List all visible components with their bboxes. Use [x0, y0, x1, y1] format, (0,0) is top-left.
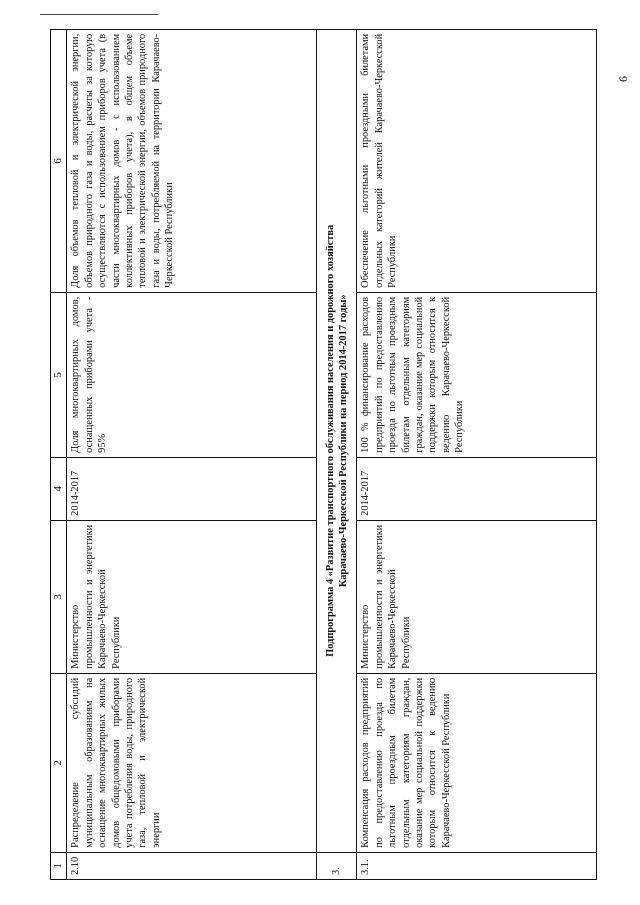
section-row	[317, 29, 357, 879]
section-title	[317, 29, 357, 852]
table-row	[67, 29, 317, 879]
indicator-cell: Обеспечение льготными проездными билетами отдельных категорий жителей Карачаево-Черкесской Республики	[357, 29, 597, 292]
section-title-line-2: Карачаево-Черкесской Республики на период 2014-2017 годы»	[337, 294, 349, 588]
measures-table	[50, 29, 597, 880]
row-number: 3.1.	[357, 852, 597, 879]
header-col-4: 4	[51, 457, 67, 520]
period-cell: 2014-2017	[357, 457, 597, 520]
measure-cell: Распределение субсидий муниципальным образованиям на оснащение многоквартирных жилых домов общедомовыми приборами учета потребления воды, природного газа, тепловой и электрической энергии	[67, 673, 317, 852]
header-col-1: 1	[51, 852, 67, 879]
result-cell: 100 % финансирование расходов предприятий по предоставлению проезда по льготным проездным билетам отдельным категориям граждан, оказание мер социальной поддержки которым относится к ведению Карачаево-Черкесской Республики	[357, 292, 597, 457]
table-header-row	[51, 29, 67, 879]
measure-cell: Компенсация расходов предприятий по предоставлению проезда по льготным проездным билетам отдельным категориям граждан, оказание мер социальной поддержки которым относится к ведению Карачаево-Черкесской Республики	[357, 673, 597, 852]
header-col-3: 3	[51, 520, 67, 673]
indicator-cell: Доля объемов тепловой и электрической энергии, объемов природного газа и воды, расчеты за которую осуществляются с использованием приборов учета (в части многоквартирных домов - с использованием коллективных приборов учета), в общем объеме тепловой и электрической энергии, объемов природного газа и воды, потребляемой на территории Карачаево-Черкесской Республики	[67, 29, 317, 292]
header-col-6: 6	[51, 29, 67, 292]
result-cell: Доля многоквартирных домов, оснащенных приборами учета - 95%	[67, 292, 317, 457]
header-col-5: 5	[51, 292, 67, 457]
section-title-line-1: Подпрограмма 4 «Развитие транспортного обслуживания населения и дорожного хозяйства	[324, 224, 336, 657]
executor-cell: Министерство промышленности и энергетики Карачаево-Черкесской Республики	[67, 520, 317, 673]
page-number: 6	[616, 76, 630, 82]
header-col-2: 2	[51, 673, 67, 852]
section-number: 3.	[317, 852, 357, 879]
table-row	[357, 29, 597, 879]
executor-cell: Министерство промышленности и энергетики Карачаево-Черкесской Республики	[357, 520, 597, 673]
row-number: 2.10	[67, 852, 317, 879]
period-cell: 2014-2017	[67, 457, 317, 520]
